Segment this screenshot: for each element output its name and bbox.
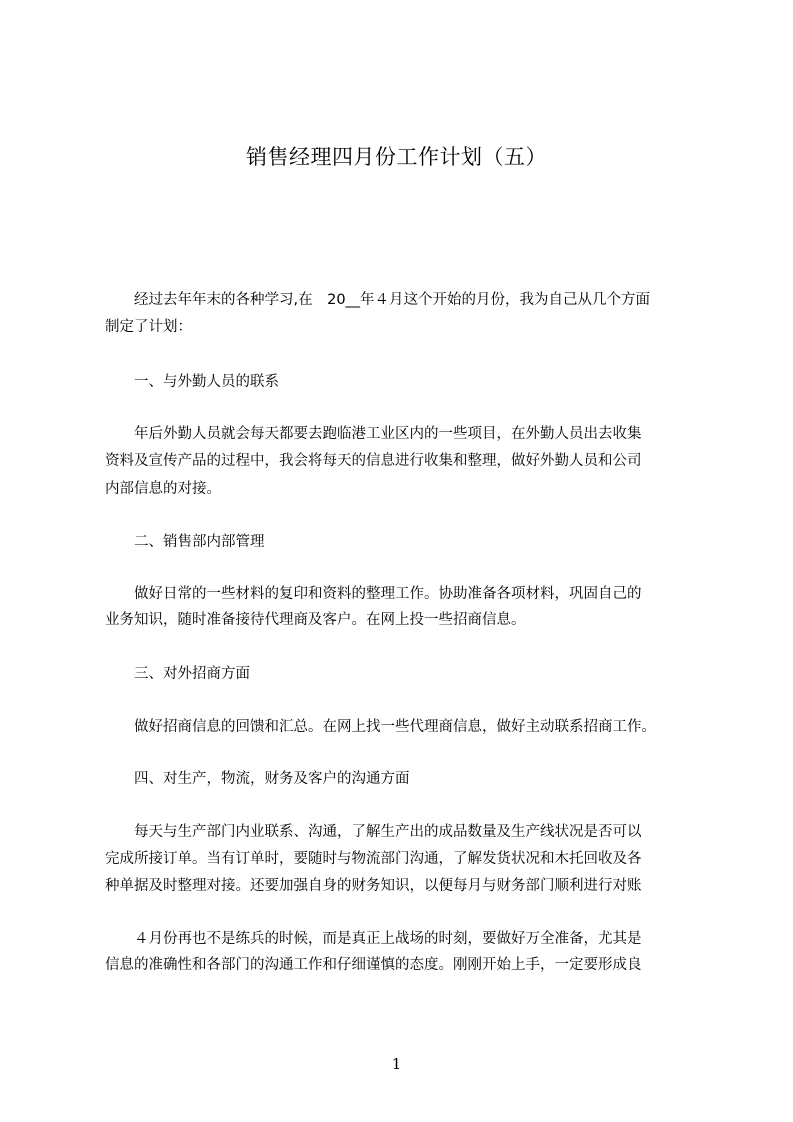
paragraph-line: 做好招商信息的回馈和汇总。在网上找一些代理商信息，做好主动联系招商工作。 [105, 719, 656, 735]
paragraph-line: 做好日常的一些材料的复印和资料的整理工作。协助准备各项材料，巩固自己的 [105, 586, 642, 602]
section-heading: 一、与外勤人员的联系 [105, 374, 279, 390]
paragraph-line: 业务知识，随时准备接待代理商及客户。在网上投一些招商信息。 [105, 612, 526, 628]
section-heading: 二、销售部内部管理 [105, 534, 265, 550]
paragraph-line: 经过去年年末的各种学习,在 20__年４月这个开始的月份，我为自己从几个方面 [105, 292, 651, 308]
section-heading: 三、对外招商方面 [105, 666, 250, 682]
paragraph-line: 年后外勤人员就会每天都要去跑临港工业区内的一些项目，在外勤人员出去收集 [105, 426, 642, 442]
paragraph-line: 内部信息的对接。 [105, 481, 221, 497]
paragraph-line: 每天与生产部门内业联系、沟通，了解生产出的成品数量及生产线状况是否可以 [105, 824, 642, 840]
paragraph-line: 信息的准确性和各部门的沟通工作和仔细谨慎的态度。刚刚开始上手，一定要形成良 [105, 957, 642, 973]
document-title: 销售经理四月份工作计划（五） [246, 145, 547, 169]
section-heading: 四、对生产，物流，财务及客户的沟通方面 [105, 771, 410, 787]
paragraph-line: 资料及宣传产品的过程中，我会将每天的信息进行收集和整理，做好外勤人员和公司 [105, 453, 642, 469]
paragraph-line: 制定了计划： [105, 319, 192, 335]
page-number: 1 [391, 1055, 402, 1073]
paragraph-line: 完成所接订单。当有订单时，要随时与物流部门沟通，了解发货状况和木托回收及各 [105, 851, 642, 867]
paragraph-line: 种单据及时整理对接。还要加强自身的财务知识，以便每月与财务部门顺利进行对账 [105, 878, 642, 894]
paragraph-line: ４月份再也不是练兵的时候，而是真正上战场的时刻，要做好万全准备，尤其是 [105, 931, 642, 947]
